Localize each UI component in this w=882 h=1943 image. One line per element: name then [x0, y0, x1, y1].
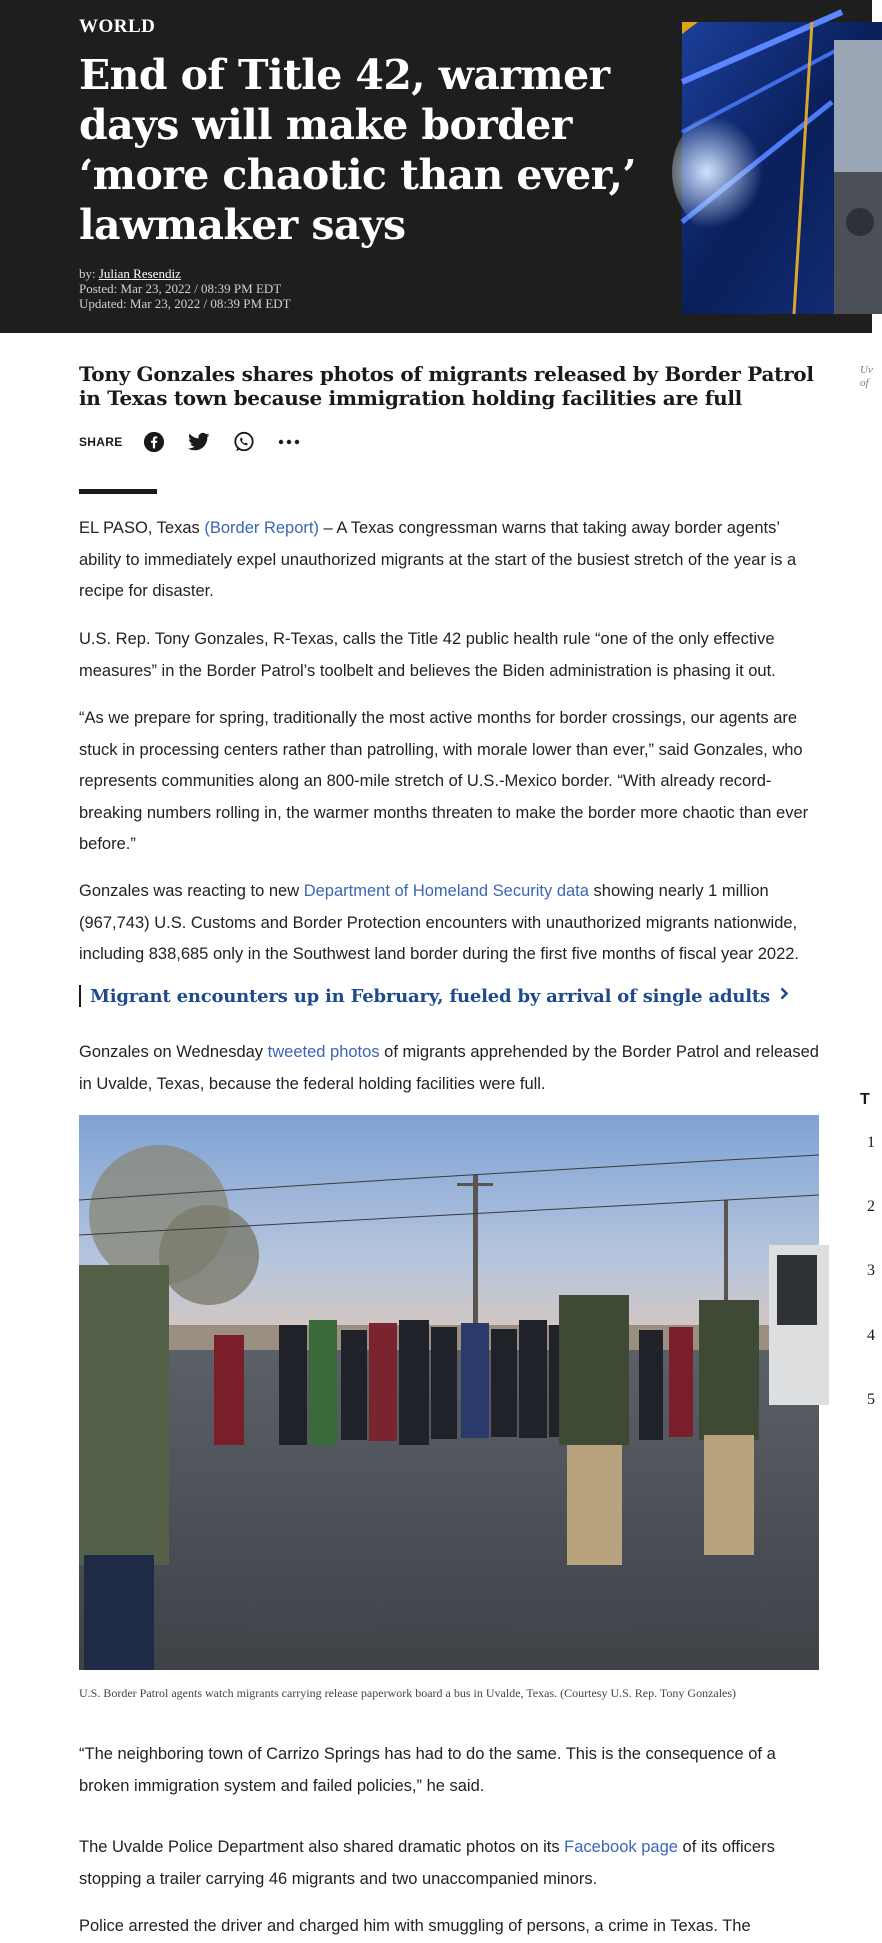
trending-item-number[interactable]: 1	[867, 1134, 875, 1151]
facebook-icon[interactable]	[143, 431, 165, 453]
related-bar	[79, 985, 81, 1007]
text: showing nearly 1 million (967,743) U.S. Customs and Border Protection encounters with unauthorized migrants nationwide, including 838,685 only in the Southwest land border during the first five months of fiscal year 2022.	[79, 882, 800, 963]
article-header	[0, 0, 872, 333]
text: EL PASO, Texas	[79, 519, 205, 537]
text: of migrants apprehended by the Border Patrol and released in Uvalde, Texas, because the federal holding facilities were full.	[79, 1043, 819, 1093]
paragraph-2: U.S. Rep. Tony Gonzales, R-Texas, calls the Title 42 public health rule “one of the only effective measures” in the Border Patrol’s toolbelt and believes the Biden administration is phasing it out.	[79, 630, 776, 680]
byline-by: by:	[79, 266, 96, 281]
paragraph-7	[79, 1832, 819, 1895]
text: of its officers stopping a trailer carrying 46 migrants and two unaccompanied minors.	[79, 1838, 775, 1888]
paragraph-4	[79, 876, 819, 971]
paragraph-8: Police arrested the driver and charged him with smuggling of persons, a crime in Texas. The	[79, 1917, 751, 1935]
text: Gonzales on Wednesday	[79, 1043, 268, 1061]
photo-art	[79, 1115, 819, 1670]
related-article-link[interactable]: Migrant encounters up in February, fueled by arrival of single adults	[90, 985, 770, 1007]
trending-item-number[interactable]: 5	[867, 1391, 875, 1408]
sidebar-heading-fragment: T	[860, 1091, 870, 1108]
updated-date: Updated: Mar 23, 2022 / 08:39 PM EDT	[79, 296, 291, 311]
trending-item-number[interactable]: 3	[867, 1262, 875, 1279]
tweeted-photos-link[interactable]: tweeted photos	[267, 1043, 380, 1061]
related-article[interactable]	[79, 981, 789, 1011]
section-divider	[79, 489, 157, 494]
paragraph-3: “As we prepare for spring, traditionally the most active months for border crossings, our agents are stuck in processing centers rather than patrolling, with morale lower than ever,” said Gonzales, who represents communities along an 800-mile stretch of U.S.-Mexico border. “With already record-breaking numbers rolling in, the warmer months threaten to make the border more chaotic than ever before.”	[79, 709, 809, 853]
share-bar	[79, 430, 323, 454]
facebook-page-link[interactable]: Facebook page	[564, 1838, 678, 1856]
text: – A Texas congressman warns that taking away border agents’ ability to immediately expel unauthorized migrants at the start of the busiest stretch of the year is a recipe for disaster.	[79, 519, 797, 600]
share-label: SHARE	[79, 435, 123, 449]
border-report-link[interactable]: (Border Report)	[204, 519, 319, 537]
author-link[interactable]: Julian Resendiz	[98, 266, 181, 281]
chevron-right-icon	[780, 987, 789, 1005]
article-subheadline: Tony Gonzales shares photos of migrants released by Border Patrol in Texas town because immigration holding facilities are full	[79, 362, 814, 410]
paragraph-6: “The neighboring town of Carrizo Springs has had to do the same. This is the consequence of a broken immigration system and failed policies,” he said.	[79, 1745, 776, 1795]
twitter-icon[interactable]	[188, 431, 210, 453]
section-label[interactable]: WORLD	[79, 16, 156, 37]
whatsapp-icon[interactable]	[233, 431, 255, 453]
text: Gonzales was reacting to new	[79, 882, 304, 900]
posted-date: Posted: Mar 23, 2022 / 08:39 PM EDT	[79, 281, 282, 296]
sidebar-caption-fragment: Uv of	[860, 364, 873, 389]
byline	[79, 266, 291, 311]
dhs-data-link[interactable]: Department of Homeland Security data	[303, 882, 589, 900]
article-headline: End of Title 42, warmer days will make border ‘more chaotic than ever,’ lawmaker says	[79, 51, 636, 249]
paragraph-5	[79, 1037, 819, 1100]
article-photo[interactable]	[79, 1115, 819, 1670]
hero-image[interactable]	[682, 22, 882, 314]
more-icon[interactable]	[278, 431, 300, 453]
paragraph-1	[79, 513, 819, 608]
trending-item-number[interactable]: 2	[867, 1198, 875, 1215]
text: The Uvalde Police Department also shared dramatic photos on its	[79, 1838, 565, 1856]
photo-caption: U.S. Border Patrol agents watch migrants carrying release paperwork board a bus in Uvalde, Texas. (Courtesy U.S. Rep. Tony Gonzales)	[79, 1686, 737, 1700]
hero-image-art	[682, 22, 882, 314]
trending-item-number[interactable]: 4	[867, 1327, 875, 1344]
